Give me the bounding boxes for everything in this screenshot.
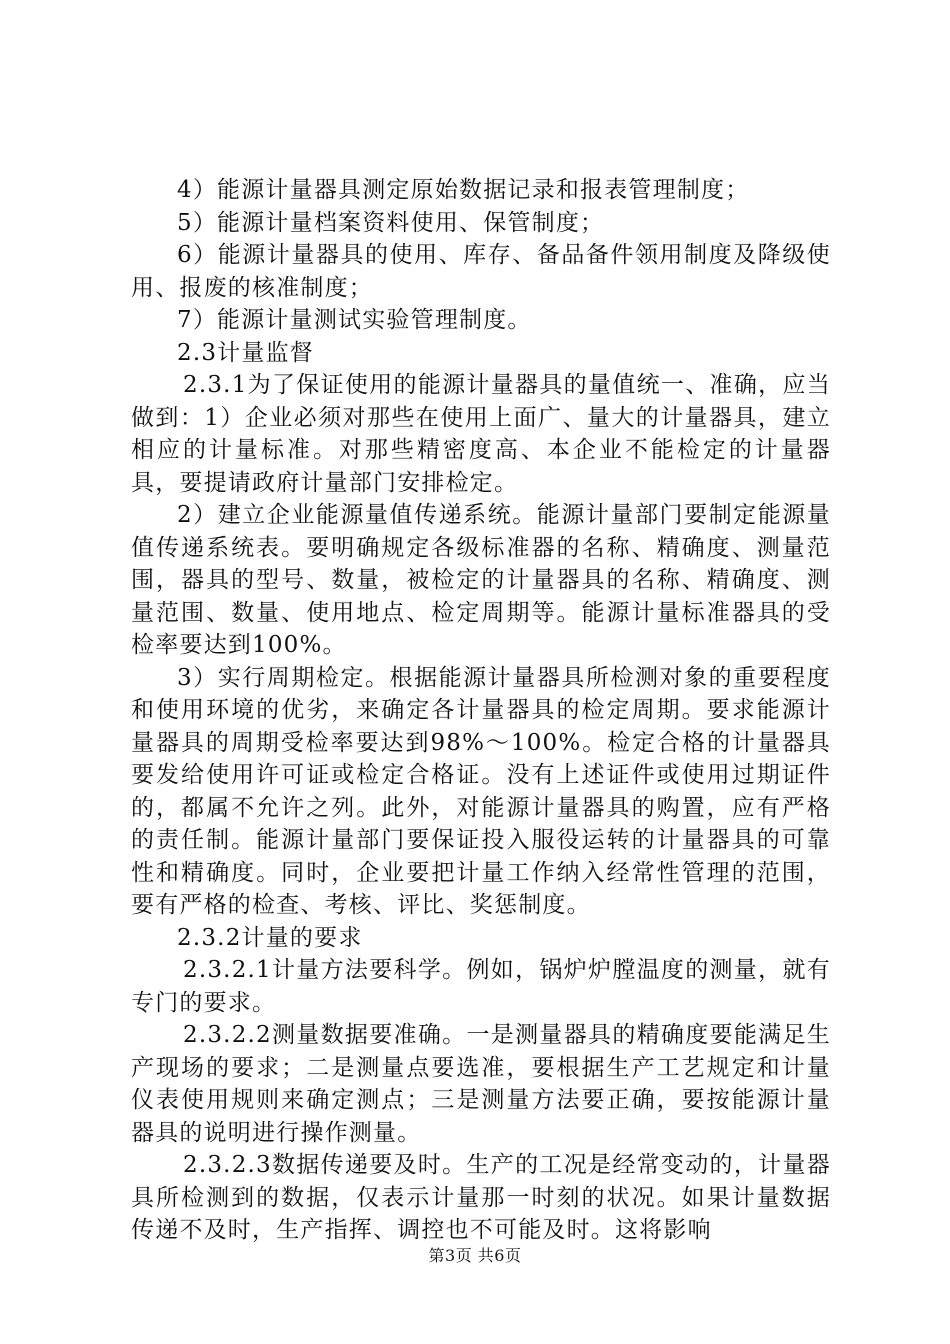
section-heading-2-3: 2.3计量监督	[177, 339, 314, 366]
paragraph-2-3-2-3: 2.3.2.3数据传递要及时。生产的工况是经常变动的，计量器具所检测到的数据，仅表示计量那一时刻的状况。如果计量数据传递不及时，生产指挥、调控也不可能及时。这将影响	[131, 1152, 831, 1243]
section-heading-2-3-2: 2.3.2计量的要求	[177, 924, 363, 951]
paragraph-item-7: 7）能源计量测试实验管理制度。	[177, 307, 532, 333]
paragraph-2-3-1: 2.3.1为了保证使用的能源计量器具的量值统一、准确，应当做到：1）企业必须对那些在使用上面广、量大的计量器具，建立相应的计量标准。对那些精密度高、本企业不能检定的计量器具，要提请政府计量部门安排检定。	[131, 372, 831, 496]
paragraph-2-3-2-2: 2.3.2.2测量数据要准确。一是测量器具的精确度要能满足生产现场的要求；二是测量点要选准，要根据生产工艺规定和计量仪表使用规则来确定测点；三是测量方法要正确，要按能源计量器具的说明进行操作测量。	[131, 1022, 831, 1146]
document-body	[131, 174, 831, 1247]
page-footer: 第3页 共6页	[428, 1246, 522, 1265]
paragraph-item-5: 5）能源计量档案资料使用、保管制度；	[177, 209, 605, 236]
paragraph-step-2: 2）建立企业能源量值传递系统。能源计量部门要制定能源量值传递系统表。要明确规定各级标准器的名称、精确度、测量范围，器具的型号、数量，被检定的计量器具的名称、精确度、测量范围、数量、使用地点、检定周期等。能源计量标准器具的受检率要达到100%。	[131, 502, 831, 658]
paragraph-item-6: 6）能源计量器具的使用、库存、备品备件领用制度及降级使用、报废的核准制度；	[131, 242, 831, 301]
paragraph-item-4: 4）能源计量器具测定原始数据记录和报表管理制度；	[177, 177, 750, 203]
paragraph-2-3-2-1: 2.3.2.1计量方法要科学。例如，锅炉炉膛温度的测量，就有专门的要求。	[131, 957, 831, 1016]
paragraph-step-3: 3）实行周期检定。根据能源计量器具所检测对象的重要程度和使用环境的优劣，来确定各计量器具的检定周期。要求能源计量器具的周期受检率要达到98%～100%。检定合格的计量器具要发给使用许可证或检定合格证。没有上述证件或使用过期证件的，都属不允许之列。此外，对能源计量器具的购置，应有严格的责任制。能源计量部门要保证投入服役运转的计量器具的可靠性和精确度。同时，企业要把计量工作纳入经常性管理的范围，要有严格的检查、考核、评比、奖惩制度。	[131, 664, 831, 918]
